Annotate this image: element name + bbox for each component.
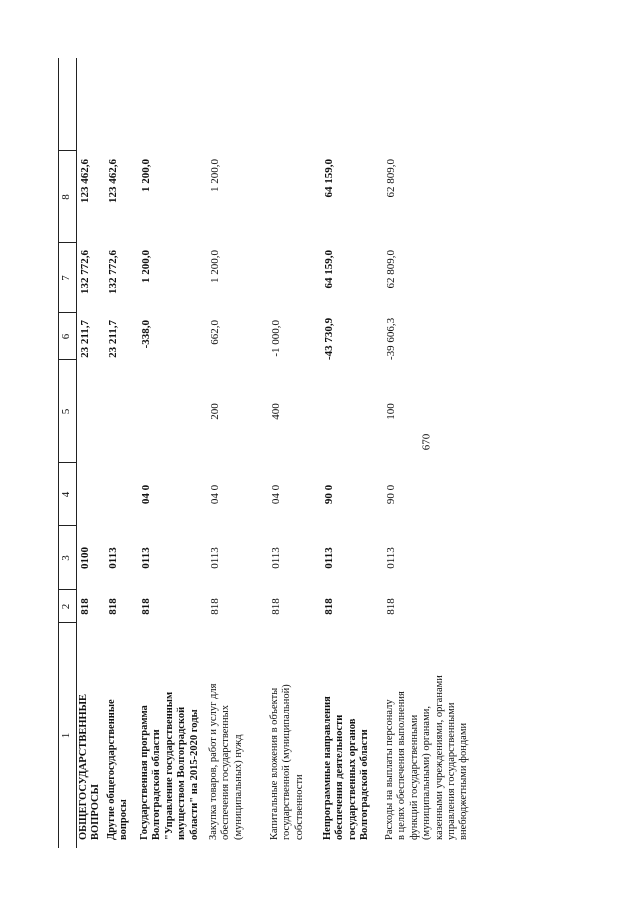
row-description-line: (муниципальных) нужд [232, 734, 244, 840]
cell-v8: 1 200,0 [209, 159, 221, 192]
cell-vr: 400 [270, 403, 282, 420]
cell-vr: 100 [385, 403, 397, 420]
cell-v8: 1 200,0 [140, 159, 152, 192]
cell-ved: 818 [107, 598, 119, 615]
cell-v7: 132 772,6 [79, 250, 91, 294]
cell-rz: 0100 [79, 547, 91, 569]
row-description-line: Волгоградской области [359, 729, 371, 840]
row-description [322, 696, 372, 840]
col-header-5: 5 [60, 408, 72, 415]
cell-ved: 818 [209, 598, 221, 615]
cell-v7: 1 200,0 [209, 250, 221, 283]
cell-v6: -1 000,0 [270, 320, 282, 357]
cell-v6: 23 211,7 [79, 320, 91, 358]
row-description-line: Расходы на выплаты персоналу [384, 699, 395, 840]
cell-csr: 04 0 [140, 484, 152, 505]
row-description-line: ОБЩЕГОСУДАРСТВЕННЫЕ [78, 693, 89, 840]
cell-rz: 0113 [385, 547, 397, 569]
cell-ved: 818 [385, 598, 397, 615]
row-description-line: казенными учреждениями, органами [433, 675, 445, 840]
cell-rz: 0113 [209, 547, 221, 569]
cell-ved: 818 [270, 598, 282, 615]
row-description-line: "Управление государственным [163, 691, 175, 840]
cell-vr: 200 [209, 403, 221, 420]
page-number: 670 [420, 433, 433, 451]
row-description-line: области" на 2015-2020 годы [188, 709, 200, 840]
row-description-line: Закупка товаров, работ и услуг для [208, 683, 219, 840]
cell-rz: 0113 [107, 547, 119, 569]
row-description-line: функций государственными [408, 714, 420, 840]
cell-v7: 132 772,6 [107, 250, 119, 294]
cell-v8: 123 462,6 [107, 159, 119, 203]
cell-v6: 23 211,7 [107, 320, 119, 358]
col-header-1: 1 [60, 732, 72, 739]
rotated-budget-table [58, 58, 568, 848]
row-description [269, 684, 306, 840]
row-description [78, 694, 103, 840]
row-description-line: государственной (муниципальной) [281, 684, 293, 840]
cell-v6: 662,0 [209, 320, 221, 345]
col-header-3: 3 [60, 555, 72, 561]
row-description [208, 684, 245, 840]
cell-v8: 123 462,6 [79, 159, 91, 203]
row-description-line: обеспечения государственных [220, 705, 232, 840]
row-description-line: имуществом Волгоградской [176, 706, 188, 840]
cell-csr: 90 0 [385, 484, 397, 505]
row-description-line: Непрограммные направления [322, 696, 333, 840]
col-header-7: 7 [60, 275, 72, 281]
row-description-line: Другие общегосударственные [106, 699, 117, 840]
cell-v7: 62 809,0 [385, 250, 397, 289]
row-description-line: в целях обеспечения выполнения [396, 691, 408, 840]
cell-ved: 818 [140, 598, 152, 615]
row-description-line: Волгоградской области [151, 729, 163, 840]
row-description-line: управления государственными [446, 702, 458, 840]
row-description-line: ВОПРОСЫ [90, 784, 102, 840]
cell-v8: 62 809,0 [385, 159, 397, 198]
col-header-8: 8 [60, 194, 72, 200]
cell-rz: 0113 [270, 547, 282, 569]
cell-ved: 818 [79, 598, 91, 615]
cell-ved: 818 [323, 598, 335, 615]
row-description-line: обеспечения деятельности [334, 714, 346, 840]
row-description [139, 692, 201, 840]
row-description-line: государственных органов [346, 718, 358, 840]
cell-v6: -338,0 [140, 320, 152, 349]
row-description-line: внебюджетными фондами [458, 722, 470, 840]
row-description [384, 675, 471, 840]
col-header-6: 6 [60, 333, 72, 340]
col-header-4: 4 [60, 491, 72, 498]
cell-v7: 64 159,0 [323, 250, 335, 289]
cell-csr: 04 0 [270, 484, 282, 505]
cell-v8: 64 159,0 [323, 159, 335, 198]
cell-v7: 1 200,0 [140, 250, 152, 283]
header-bottom-border [76, 58, 77, 848]
row-description-line: (муниципальными) органами, [421, 706, 433, 840]
cell-v6: -39 606,3 [385, 317, 397, 360]
row-description-line: Капитальные вложения в объекты [269, 687, 280, 840]
cell-rz: 0113 [323, 547, 335, 569]
cell-rz: 0113 [140, 547, 152, 569]
row-description-line: вопросы [118, 799, 130, 840]
row-description-line: собственности [293, 774, 305, 840]
row-description-line: Государственная программа [139, 705, 150, 840]
cell-csr: 04 0 [209, 484, 221, 505]
row-description [106, 699, 131, 840]
col-header-2: 2 [60, 603, 72, 610]
cell-v6: -43 730,9 [323, 317, 335, 360]
cell-csr: 90 0 [323, 484, 335, 505]
table-top-border [58, 58, 59, 848]
